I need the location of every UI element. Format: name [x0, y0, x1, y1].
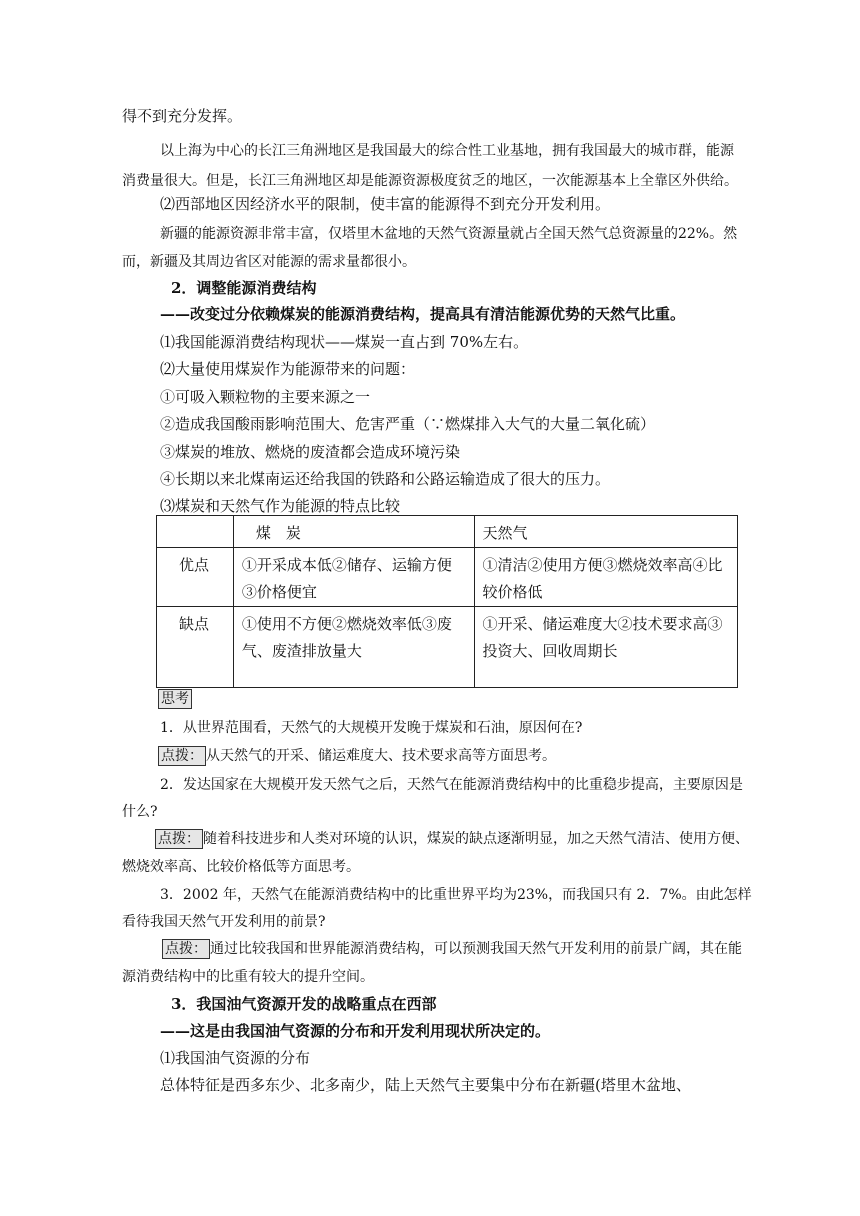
question-line: 3．2002 年，天然气在能源消费结构中的比重世界平均为23%，而我国只有 2．7%。由此怎样 — [160, 887, 752, 903]
list-item: ⑴我国油气资源的分布 — [160, 1049, 311, 1067]
question-line: 1．从世界范围看，天然气的大规模开发晚于煤炭和石油，原因何在? — [160, 720, 583, 736]
answer-line — [158, 745, 556, 766]
list-item: ①可吸入颗粒物的主要来源之一 — [160, 388, 371, 406]
table-cell: ①清洁②使用方便③燃烧效率高④比较价格低 — [474, 548, 738, 607]
paragraph-line: 新疆的能源资源非常丰富，仅塔里木盆地的天然气资源量就占全国天然气总资源量的22%。然 — [160, 226, 738, 242]
list-item: ③煤炭的堆放、燃烧的废渣都会造成环境污染 — [160, 443, 461, 461]
list-item: ⑶煤炭和天然气作为能源的特点比较 — [160, 497, 401, 515]
table-cell: ①开采、储运难度大②技术要求高③投资大、回收周期长 — [474, 607, 738, 688]
section-subheading: ——这是由我国油气资源的分布和开发利用现状所决定的。 — [160, 1022, 551, 1040]
hint-label: 点拨： — [162, 939, 210, 959]
question-line: 看待我国天然气开发利用的前景? — [122, 914, 326, 930]
section-subheading: ——改变过分依赖煤炭的能源消费结构，提高具有清洁能源优势的天然气比重。 — [160, 305, 686, 323]
table-row-header-advantages: 优点 — [157, 548, 234, 607]
paragraph-line: 而，新疆及其周边省区对能源的需求量都很小。 — [122, 254, 416, 270]
section-heading: 3．我国油气资源开发的战略重点在西部 — [171, 995, 437, 1013]
hint-label: 点拨： — [155, 829, 203, 849]
question-line: 2．发达国家在大规模开发天然气之后，天然气在能源消费结构中的比重稳步提高，主要原因是 — [160, 777, 743, 793]
list-item: ⑵大量使用煤炭作为能源带来的问题： — [160, 360, 416, 378]
paragraph-line: ⑵西部地区因经济水平的限制，使丰富的能源得不到充分开发利用。 — [160, 195, 611, 213]
table-cell: ①使用不方便②燃烧效率低③废气、废渣排放量大 — [233, 607, 474, 688]
list-item: ②造成我国酸雨影响范围大、危害严重（∵燃煤排入大气的大量二氧化硫） — [160, 415, 656, 433]
question-line: 什么? — [122, 804, 158, 820]
list-item: ⑴我国能源消费结构现状——煤炭一直占到 70%左右。 — [160, 333, 529, 351]
table-row-header-disadvantages: 缺点 — [157, 607, 234, 688]
answer-line — [162, 938, 742, 959]
table-cell: ①开采成本低②储存、运输方便③价格便宜 — [233, 548, 474, 607]
list-item: ④长期以来北煤南运还给我国的铁路和公路运输造成了很大的压力。 — [160, 470, 611, 488]
comparison-table — [156, 515, 738, 688]
answer-text: 随着科技进步和人类对环境的认识，煤炭的缺点逐渐明显，加之天然气清洁、使用方便、 — [203, 831, 749, 847]
answer-line: 源消费结构中的比重有较大的提升空间。 — [122, 969, 374, 985]
answer-text: 从天然气的开采、储运难度大、技术要求高等方面思考。 — [206, 748, 556, 764]
paragraph-line: 得不到充分发挥。 — [122, 107, 243, 125]
think-label: 思考 — [158, 689, 192, 709]
answer-text: 通过比较我国和世界能源消费结构，可以预测我国天然气开发利用的前景广阔，其在能 — [210, 941, 742, 957]
section-heading: 2．调整能源消费结构 — [171, 279, 317, 297]
hint-label: 点拨： — [158, 746, 206, 766]
paragraph-line: 消费量很大。但是，长江三角洲地区却是能源资源极度贫乏的地区，一次能源基本上全靠区外供给。 — [122, 173, 738, 189]
paragraph-line: 总体特征是西多东少、北多南少，陆上天然气主要集中分布在新疆(塔里木盆地、 — [160, 1076, 691, 1094]
paragraph-line: 以上海为中心的长江三角洲地区是我国最大的综合性工业基地，拥有我国最大的城市群，能源 — [160, 143, 734, 159]
answer-line: 燃烧效率高、比较价格低等方面思考。 — [122, 859, 360, 875]
table-corner-cell — [157, 516, 234, 548]
answer-line — [155, 828, 749, 849]
table-header-gas: 天然气 — [474, 516, 738, 548]
table-header-coal: 煤 炭 — [233, 516, 474, 548]
think-box — [158, 689, 192, 709]
